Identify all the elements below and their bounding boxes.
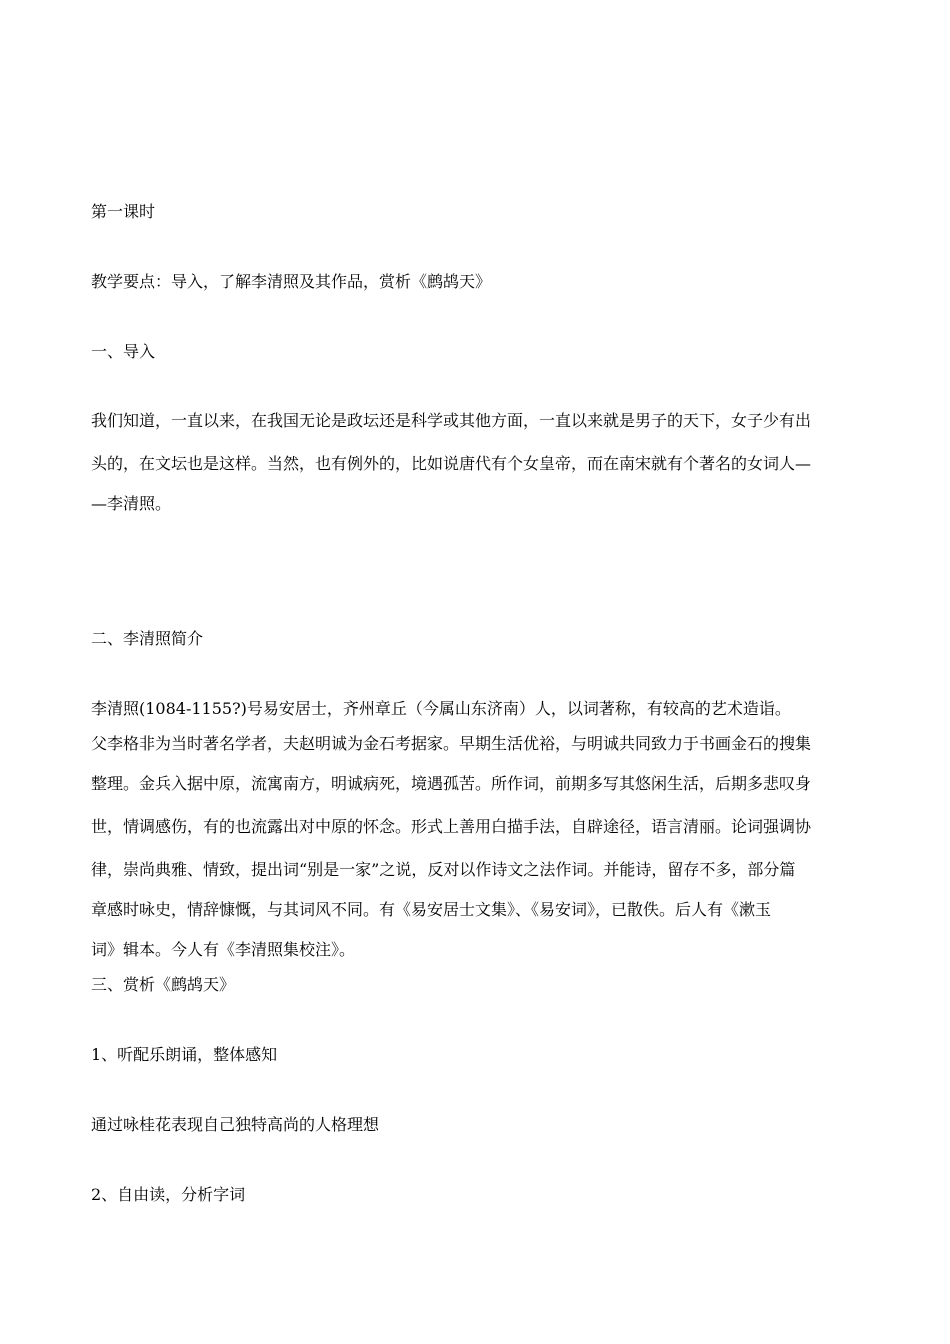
lesson-title: 第一课时 [91, 202, 156, 221]
step-2-heading: 2、自由读，分析字词 [91, 1185, 246, 1204]
teaching-key-points: 教学要点：导入，了解李清照及其作品，赏析《鹧鸪天》 [91, 272, 492, 291]
biography-line-3: 世，情调感伤，有的也流露出对中原的怀念。形式上善用白描手法，自辟途径，语言清丽。论词强调协 [91, 817, 812, 836]
biography-line-5: 章感时咏史，情辞慷慨，与其词风不同。有《易安居士文集》、《易安词》，已散佚。后人有《漱玉 [91, 900, 772, 919]
biography-line-1: 父李格非为当时著名学者，夫赵明诚为金石考据家。早期生活优裕，与明诚共同致力于书画金石的搜集 [91, 734, 812, 753]
biography-line-6: 词》辑本。今人有《李清照集校注》。 [91, 940, 356, 959]
section-heading-biography: 二、李清照简介 [91, 629, 204, 648]
step-1-text: 通过咏桂花表现自己独特高尚的人格理想 [91, 1115, 380, 1134]
intro-paragraph-line-1: 我们知道，一直以来，在我国无论是政坛还是科学或其他方面，一直以来就是男子的天下，女子少有出 [91, 411, 812, 430]
intro-paragraph-line-2: 头的，在文坛也是这样。当然，也有例外的，比如说唐代有个女皇帝，而在南宋就有个著名的女词人— [91, 454, 812, 473]
section-heading-appreciation: 三、赏析《鹧鸪天》 [91, 975, 236, 994]
section-heading-intro: 一、导入 [91, 342, 156, 361]
biography-line-2: 整理。金兵入据中原，流寓南方，明诚病死，境遇孤苦。所作词，前期多写其悠闲生活，后期多悲叹身 [91, 774, 812, 793]
biography-line-4: 律，崇尚典雅、情致，提出词“别是一家”之说，反对以作诗文之法作词。并能诗，留存不多，部分篇 [91, 860, 796, 879]
step-1-heading: 1、听配乐朗诵，整体感知 [91, 1045, 278, 1064]
intro-paragraph-line-3: —李清照。 [91, 494, 172, 513]
biography-intro-line: 李清照(1084-1155?)号易安居士，齐州章丘（今属山东济南）人，以词著称，有较高的艺术造诣。 [91, 699, 791, 718]
